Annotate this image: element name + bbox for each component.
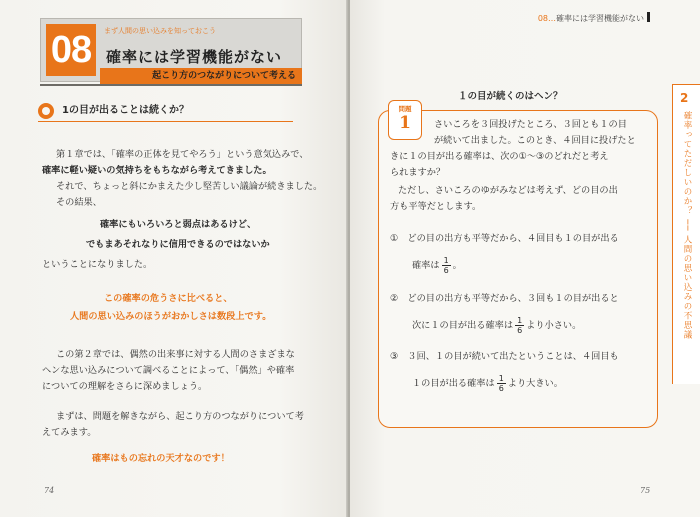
closing-line: 確率はもの忘れの天才なのです！ <box>92 453 230 464</box>
bullet-circle-icon <box>38 103 54 119</box>
header-marker-icon <box>647 12 650 22</box>
paragraph-line: その結果、 <box>56 197 102 208</box>
question-title: １の目が続くのはヘン？ <box>458 91 563 102</box>
paragraph-line: それで、ちょっと斜にかまえた少し堅苦しい議論が続きました。 <box>56 181 323 192</box>
paragraph-line: 確率に軽い疑いの気持ちをもちながら考えてきました。 <box>42 165 272 176</box>
chapter-number-box <box>46 24 96 76</box>
side-tab-text: 確率ってただしいのか？ ── 人間の思い込みの不思議 <box>682 111 692 340</box>
right-page <box>350 0 700 517</box>
page-number: 74 <box>44 486 55 495</box>
question-line: きに１の目が出る確率は、次の①～③のどれだと考え <box>390 151 609 162</box>
chapter-subtitle: 起こり方のつながりについて考える <box>100 68 302 84</box>
paragraph-line: この第２章では、偶然の出来事に対する人間のさまざまな <box>56 349 295 360</box>
page-number: 75 <box>640 486 651 495</box>
option-3-answer: １の目が出る確率は $\frac{1}{6}$ より大きい。 <box>412 374 563 393</box>
side-tab-number: 2 <box>680 91 689 105</box>
paragraph-line: 第１章では、「確率の正体を見てやろう」という意気込みで、 <box>56 149 309 160</box>
paragraph-line: についての理解をさらに深めましょう。 <box>42 381 208 392</box>
paragraph-line: まずは、問題を解きながら、起こり方のつながりについて考 <box>56 411 304 422</box>
pre-title: まず人間の思い込みを知っておこう <box>104 27 216 35</box>
running-header: 08…確率には学習機能がない <box>538 12 650 24</box>
question-badge <box>388 100 422 140</box>
left-page <box>0 0 348 517</box>
highlight-line: 人間の思い込みのほうがおかしさは数段上です。 <box>70 311 272 322</box>
paragraph-line: でもまあそれなりに信用できるのではないか <box>86 239 270 250</box>
option-2-answer: 次に１の目が出る確率は $\frac{1}{6}$ より小さい。 <box>412 316 582 335</box>
section-underline <box>38 121 293 122</box>
paragraph-line: ということになりました。 <box>42 259 153 270</box>
fraction-one-sixth: $\frac{1}{6}$ <box>443 256 449 275</box>
header-divider <box>40 84 302 86</box>
fraction-one-sixth: $\frac{1}{6}$ <box>517 316 523 335</box>
option-1-line: ① どの目の出方も平等だから、４回目も１の目が出る <box>390 233 619 244</box>
fraction-one-sixth: $\frac{1}{6}$ <box>498 374 504 393</box>
paragraph-line: えてみます。 <box>42 427 97 438</box>
paragraph-line: 確率にもいろいろと弱点はあるけど、 <box>100 219 257 230</box>
chapter-side-tab <box>672 84 700 384</box>
badge-label: 問題 <box>398 105 412 113</box>
question-line: さいころを３回投げたところ、３回とも１の目 <box>434 119 627 130</box>
highlight-line: この確率の危うさに比べると、 <box>104 293 233 304</box>
running-header-text: 確率には学習機能がない <box>556 14 644 23</box>
running-header-number: 08 <box>537 14 548 23</box>
paragraph-line: ヘンな思い込みについて調べることによって、「偶然」や確率 <box>42 365 295 376</box>
chapter-number: 08 <box>50 28 92 71</box>
page-title: 確率には学習機能がない <box>106 48 283 66</box>
option-3-line: ③ ３回、１の目が続いて出たということは、４回目も <box>390 351 619 362</box>
option-2-line: ② どの目の出方も平等だから、３回も１の目が出ると <box>390 293 619 304</box>
badge-number: 1 <box>399 113 411 133</box>
question-line: ただし、さいころのゆがみなどは考えず、どの目の出 <box>398 185 618 196</box>
question-line: が続いて出ました。このとき、４回目に投げたと <box>434 135 636 146</box>
question-line: 方も平等だとします。 <box>390 201 482 212</box>
question-line: られますか？ <box>390 167 446 178</box>
section-heading-text: 1の目が出ることは続くか？ <box>62 105 189 116</box>
section-heading <box>38 103 293 119</box>
option-1-answer: 確率は $\frac{1}{6}$ 。 <box>412 256 462 275</box>
